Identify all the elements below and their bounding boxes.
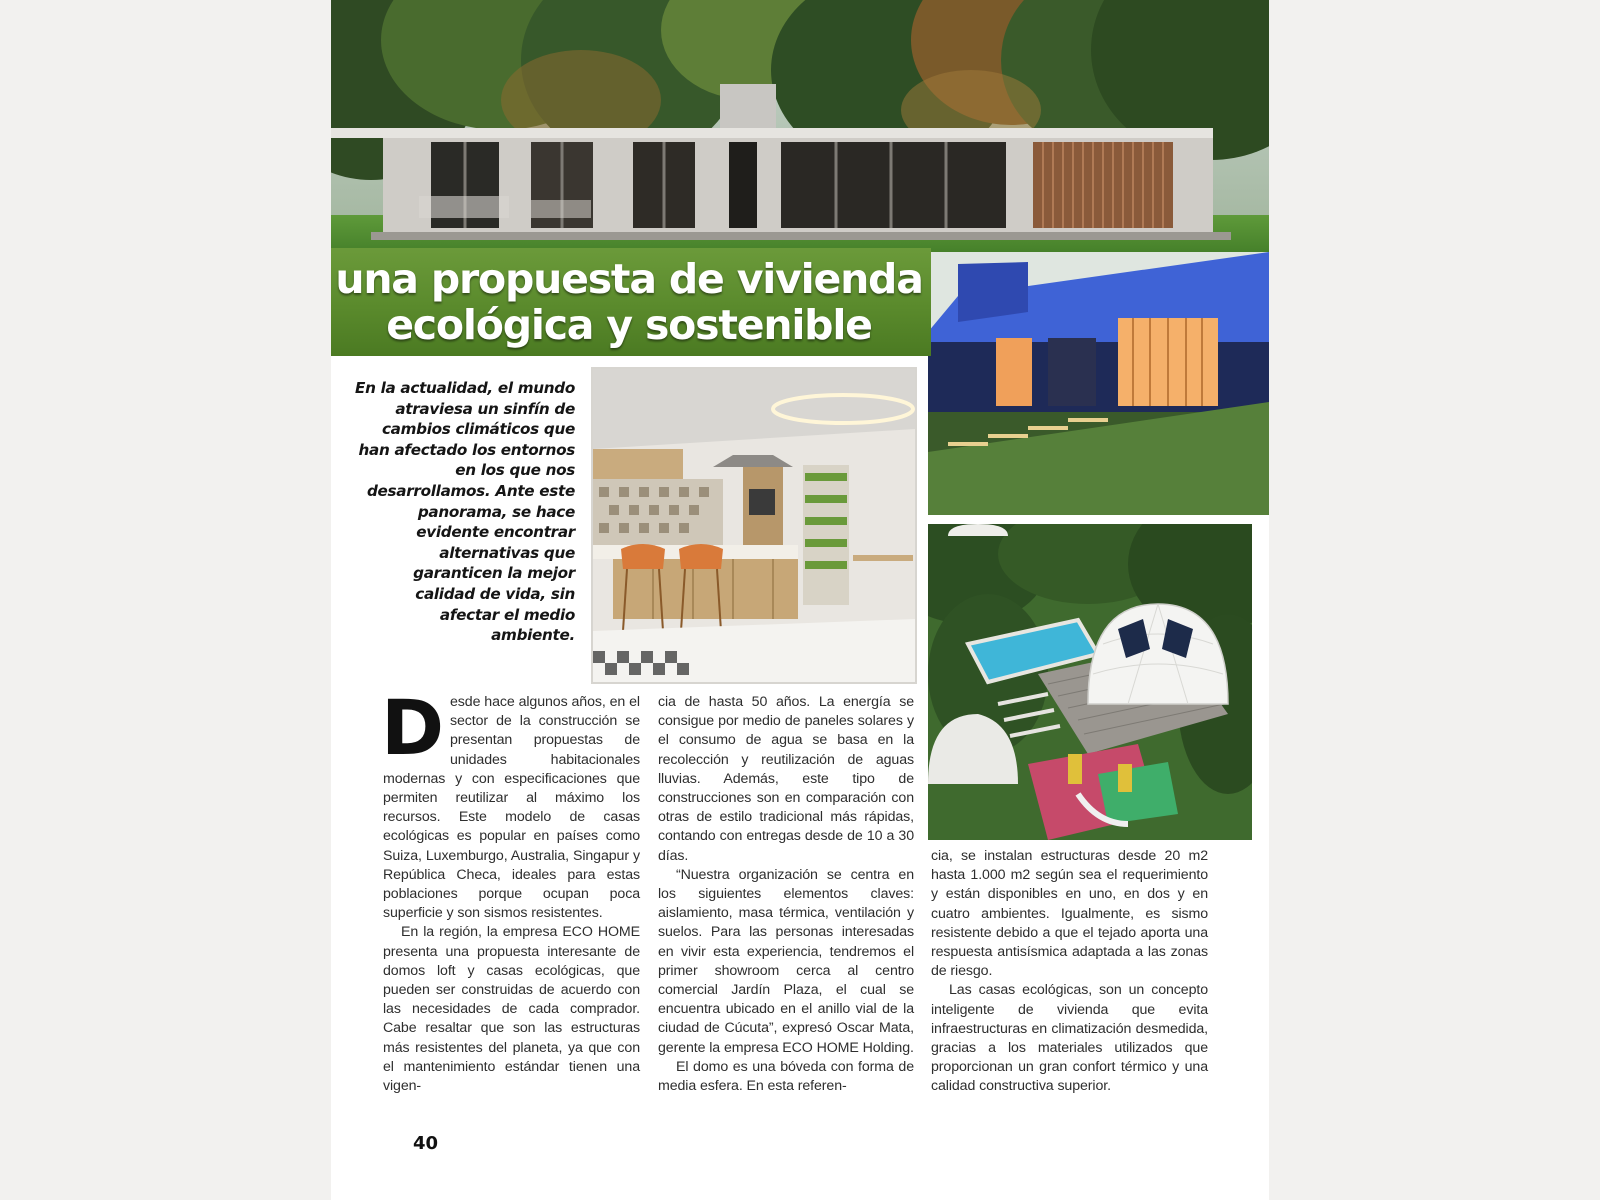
- photo-blue-house: [928, 252, 1269, 515]
- title-line-2: ecológica y sostenible: [386, 301, 872, 349]
- paragraph: El domo es una bóveda con forma de media esfera. En esta referen-: [658, 1058, 914, 1095]
- magazine-page: [331, 0, 1269, 1200]
- photo-dome-and-pool: [928, 524, 1252, 840]
- title-line-1: una propuesta de vivienda: [335, 255, 923, 303]
- article-title: [331, 256, 927, 348]
- article-intro: En la actualidad, el mundo atraviesa un sinfín de cambios climáticos que han afectado los entornos en los que nos desarrollamos. Ante este panorama, se hace evidente encontrar alternativas que garanticen la mejor calidad de vida, sin afectar el medio ambiente.: [355, 379, 575, 645]
- drop-cap: D: [381, 683, 444, 772]
- paragraph: Las casas ecológicas, son un concepto inteligente de vivienda que evita infraestructuras en climatización desmedida, gracias a los materiales utilizados que proporcionan un gran confort térmico y una calidad constructiva superior.: [931, 982, 1208, 1095]
- body-column-2: [658, 693, 914, 1096]
- hero-photo-modern-house: [331, 0, 1269, 262]
- paragraph: “Nuestra organización se centra en los siguientes elementos claves: aislamiento, masa térmica, ventilación y suelos. Para las personas interesadas en vivir esta experiencia, tendremos el primer showroom cerca al centro comercial Jardín Plaza, el cual se encuentra ubicado en el anillo vial de la ciudad de Cúcuta”, expresó Oscar Mata, gerente la empresa ECO HOME Holding.: [658, 866, 914, 1056]
- paragraph: En la región, la empresa ECO HOME presenta una propuesta interesante de domos loft y casas ecológicas, que pueden ser construidas de acuerdo con las necesidades de cada comprador. Cabe resaltar que son las estructuras más resistentes del planeta, ya que con el mantenimiento estándar tienen una vigen-: [383, 924, 640, 1095]
- paragraph: cia, se instalan estructuras desde 20 m2 hasta 1.000 m2 según sea el requerimiento y están disponibles en uno, en dos y en cuatro ambientes. Igualmente, es sismo resistente debido a que el tejado aporta una respuesta antisísmica adaptada a las zonas de riesgo.: [931, 848, 1208, 980]
- body-column-3: [931, 847, 1208, 1097]
- paragraph: [381, 683, 640, 923]
- body-column-1: [381, 683, 640, 1096]
- paragraph: cia de hasta 50 años. La energía se consigue por medio de paneles solares y el consumo de agua se basa en la recolección y reutilización de aguas lluvias. Además, este tipo de construcciones son en comparación con otras de estilo tradicional más rápidas, contando con entregas desde de 10 a 30 días.: [658, 694, 914, 864]
- photo-kitchen-interior: [591, 367, 917, 684]
- page-number: 40: [413, 1133, 439, 1154]
- paragraph-text: esde hace algunos años, en el sector de la construcción se presentan propuestas de unidades habitacionales modernas y con especificaciones que permiten reutilizar al máximo los recursos. Este modelo de casas ecológicas es popular en países como Suiza, Luxemburgo, Australia, Singapur y República Checa, ideales para estas poblaciones porque ocupan poca superficie y son sismos resistentes.: [383, 694, 640, 922]
